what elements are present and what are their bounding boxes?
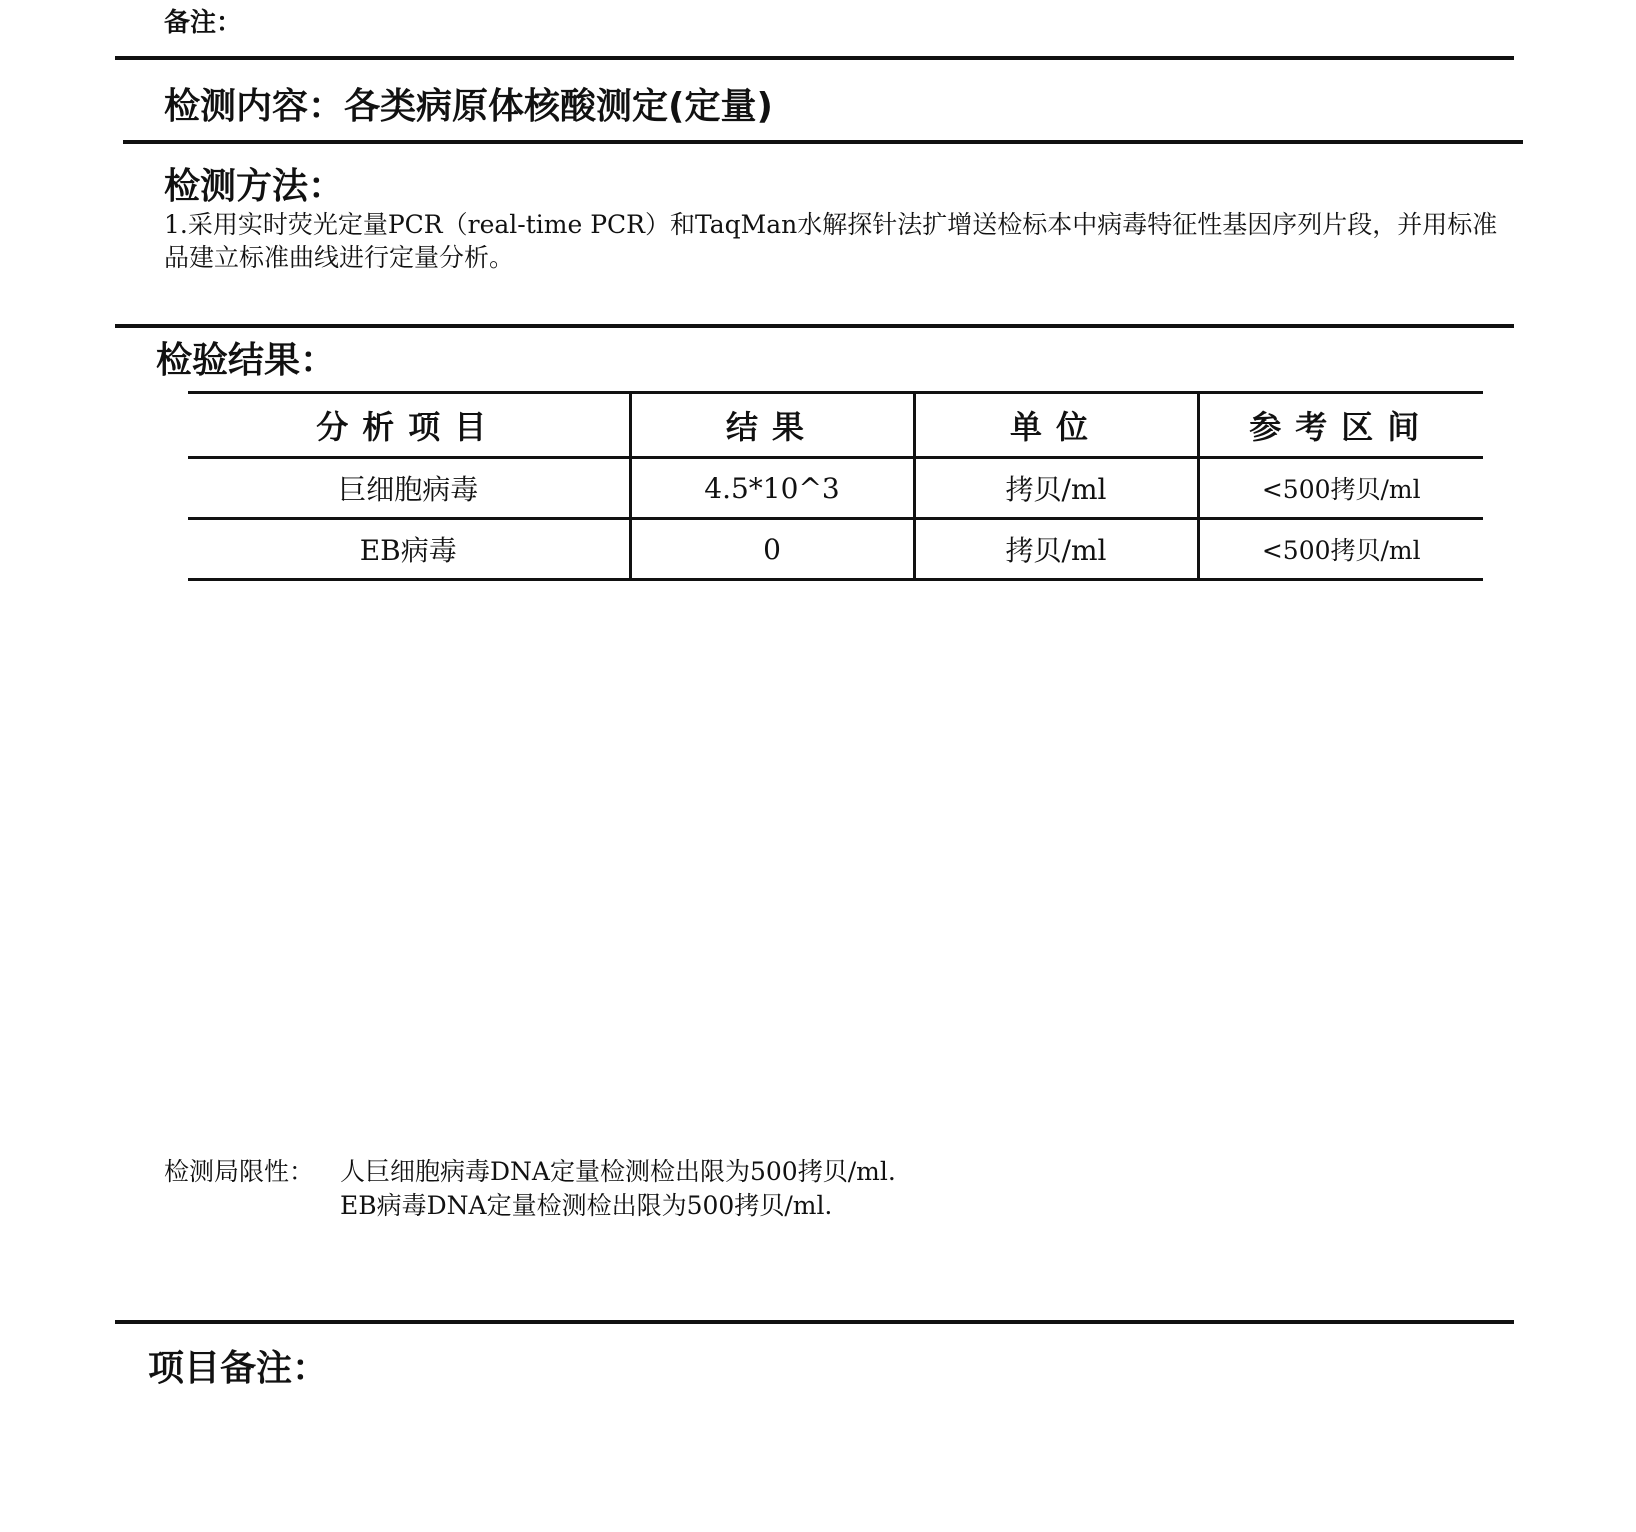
table-header-row bbox=[188, 393, 1483, 458]
column-header-reference: 参考区间 bbox=[1198, 393, 1483, 458]
top-note-label: 备注： bbox=[164, 8, 243, 38]
limitations-line: EB病毒DNA定量检测检出限为500拷贝/ml. bbox=[340, 1191, 833, 1220]
cell-item: 巨细胞病毒 bbox=[188, 458, 630, 519]
column-header-result: 结果 bbox=[630, 393, 914, 458]
test-content-heading: 检测内容：各类病原体核酸测定(定量) bbox=[164, 86, 773, 127]
cell-item: EB病毒 bbox=[188, 519, 630, 580]
table-row bbox=[188, 519, 1483, 580]
results-table bbox=[188, 391, 1483, 581]
divider-4 bbox=[115, 1320, 1514, 1324]
limitations-label: 检测局限性： bbox=[164, 1157, 315, 1186]
table-row bbox=[188, 458, 1483, 519]
results-heading: 检验结果： bbox=[156, 340, 337, 381]
method-heading: 检测方法： bbox=[164, 166, 345, 207]
cell-result: 0 bbox=[630, 519, 914, 580]
method-description: 1.采用实时荧光定量PCR（real-time PCR）和TaqMan水解探针法扩增送检标本中病毒特征性基因序列片段，并用标准品建立标准曲线进行定量分析。 bbox=[164, 210, 1498, 272]
cell-reference: <500拷贝/ml bbox=[1198, 519, 1483, 580]
divider-3 bbox=[115, 324, 1514, 328]
cell-unit: 拷贝/ml bbox=[914, 458, 1198, 519]
divider-2 bbox=[123, 140, 1523, 144]
divider-1 bbox=[115, 56, 1514, 60]
column-header-item: 分析项目 bbox=[188, 393, 630, 458]
cell-reference: <500拷贝/ml bbox=[1198, 458, 1483, 519]
cell-unit: 拷贝/ml bbox=[914, 519, 1198, 580]
column-header-unit: 单位 bbox=[914, 393, 1198, 458]
project-remarks-heading: 项目备注： bbox=[148, 1348, 329, 1389]
cell-result: 4.5*10^3 bbox=[630, 458, 914, 519]
limitations-line: 人巨细胞病毒DNA定量检测检出限为500拷贝/ml. bbox=[340, 1157, 896, 1186]
